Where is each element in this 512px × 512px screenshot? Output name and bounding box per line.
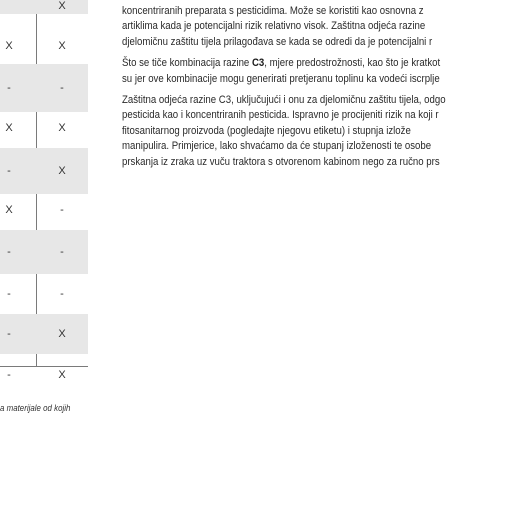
table-cell: X xyxy=(58,369,66,381)
text-line: pesticida kao i koncentriranih pesticida. Ispravno je procijeniti rizik na koji r xyxy=(122,109,439,122)
table-cell: - xyxy=(7,369,11,381)
table-cell: - xyxy=(60,82,64,94)
table-cell: X xyxy=(58,0,66,12)
paragraph-2 xyxy=(122,56,512,87)
table-cell: - xyxy=(7,165,11,177)
table-row xyxy=(0,0,88,14)
table-cell: - xyxy=(7,246,11,258)
table-caption: a materijale od kojih xyxy=(0,403,71,413)
text-line: fitosanitarnog proizvoda (pogledajte njegovu etiketu) i stupnja izlože xyxy=(122,124,411,137)
table-row xyxy=(0,194,88,230)
text-line: koncentriranih preparata s pesticidima. Može se koristiti kao osnovna z xyxy=(122,5,424,17)
table-row xyxy=(0,64,88,112)
table-row xyxy=(0,112,88,148)
paragraph-1 xyxy=(122,4,512,50)
table-cell: X xyxy=(58,40,66,52)
text-line: su jer ove kombinacije mogu generirati pretjeranu toplinu ka vodeći iscrplje xyxy=(122,72,440,85)
table-bottom-rule xyxy=(0,366,88,367)
table-cell: X xyxy=(58,165,66,177)
table-row xyxy=(0,148,88,194)
text-line: djelomičnu zaštitu tijela prilagođava se kada se odredi da je potencijalni r xyxy=(122,35,433,48)
table-cell: - xyxy=(7,82,11,94)
document-body xyxy=(122,4,512,170)
table-cell: X xyxy=(5,40,13,52)
paragraph-3 xyxy=(122,93,512,170)
table-row xyxy=(0,354,88,381)
table-cell: X xyxy=(5,122,13,134)
text-line xyxy=(122,56,512,71)
table-row xyxy=(0,274,88,314)
table-cell: - xyxy=(60,246,64,258)
table-cell: - xyxy=(7,288,11,300)
table-cell: - xyxy=(7,328,11,340)
text-line: prskanja iz zraka uz vuču traktora s otvorenom kabinom nego za ručno prs xyxy=(122,155,440,168)
text-run: , mjere predostrožnosti, kao što je kratkot xyxy=(264,57,441,70)
table-cell: - xyxy=(60,288,64,300)
table-cell: X xyxy=(5,204,13,216)
text-run: Što se tiče kombinacija razine xyxy=(122,57,252,70)
text-line: manipulira. Primjerice, lako shvaćamo da će stupanj izloženosti te osobe xyxy=(122,140,432,153)
bold-term-c3: C3 xyxy=(251,57,265,70)
table-cell: X xyxy=(58,122,66,134)
table-row xyxy=(0,14,88,64)
table-row xyxy=(0,314,88,354)
table-cell: - xyxy=(60,204,64,216)
text-line: Zaštitna odjeća razine C3, uključujući i onu za djelomičnu zaštitu tijela, odgo xyxy=(122,94,446,107)
table-cell: X xyxy=(58,328,66,340)
table-row xyxy=(0,230,88,274)
text-line: artiklima kada je potencijalni rizik relativno visok. Zaštitna odjeća razine xyxy=(122,20,426,33)
